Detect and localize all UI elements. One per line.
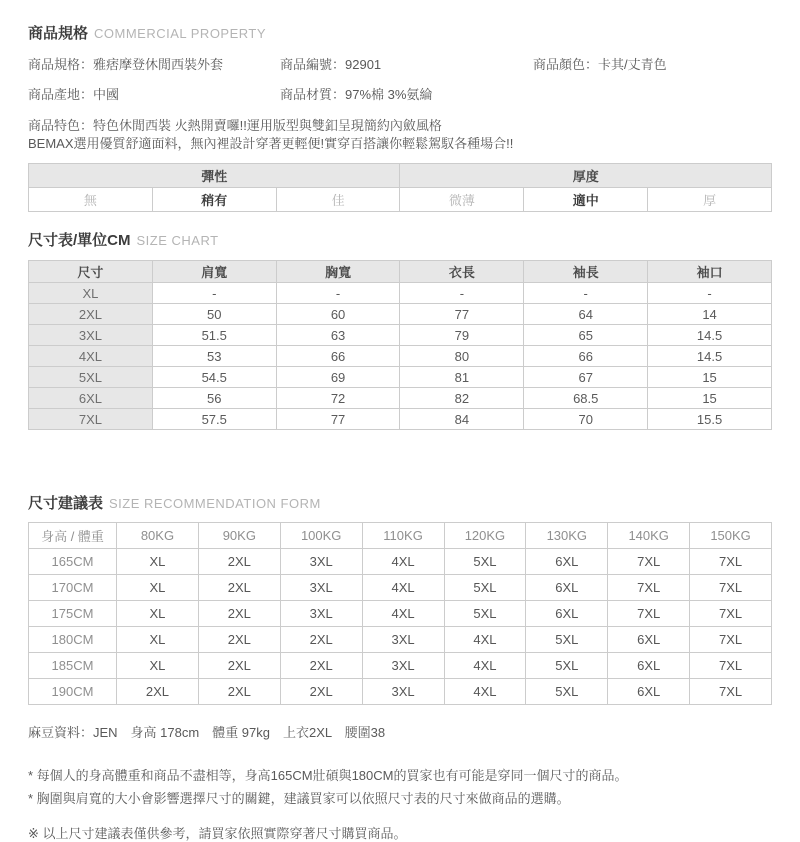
data-cell: 72 xyxy=(276,388,400,409)
data-cell: 4XL xyxy=(444,653,526,679)
elasticity-header: 彈性 xyxy=(29,164,400,188)
data-cell: 2XL xyxy=(198,653,280,679)
data-cell: 14.5 xyxy=(648,346,772,367)
data-cell: - xyxy=(648,283,772,304)
data-cell: 80 xyxy=(400,346,524,367)
data-cell: XL xyxy=(117,549,199,575)
data-cell: 4XL xyxy=(362,575,444,601)
field-value: 中國 xyxy=(93,87,120,102)
size-recommendation-header-cell: 100KG xyxy=(280,523,362,549)
data-cell: 3XL xyxy=(280,601,362,627)
data-cell: 77 xyxy=(400,304,524,325)
data-cell: - xyxy=(400,283,524,304)
data-cell: 15 xyxy=(648,367,772,388)
data-cell: - xyxy=(524,283,648,304)
row-label-cell: 7XL xyxy=(29,409,153,430)
sizing-note-2: * 胸圍與肩寬的大小會影響選擇尺寸的關鍵，建議買家可以依照尺寸表的尺寸來做商品的選購。 xyxy=(28,791,570,806)
attributes-value-row xyxy=(29,188,772,212)
data-cell: 3XL xyxy=(362,653,444,679)
data-cell: 51.5 xyxy=(152,325,276,346)
field-label: 商品規格： xyxy=(28,57,94,72)
sizing-notes xyxy=(28,764,772,810)
size-chart-header-row xyxy=(29,261,772,283)
field-label: 商品顏色： xyxy=(533,57,599,72)
size-recommendation-header-cell: 110KG xyxy=(362,523,444,549)
table-row xyxy=(29,653,772,679)
data-cell: 5XL xyxy=(444,601,526,627)
data-cell: 7XL xyxy=(608,575,690,601)
size-recommendation-body xyxy=(29,549,772,705)
row-label-cell: 165CM xyxy=(29,549,117,575)
size-chart-header-cell: 衣長 xyxy=(400,261,524,283)
size-recommendation-header-row xyxy=(29,523,772,549)
data-cell: 60 xyxy=(276,304,400,325)
size-disclaimer: ※ 以上尺寸建議表僅供參考，請買家依照實際穿著尺寸購買商品。 xyxy=(28,826,407,841)
data-cell: 5XL xyxy=(444,549,526,575)
sizing-note-1: * 每個人的身高體重和商品不盡相等，身高165CM壯碩與180CM的買家也有可能是穿同一個尺寸的商品。 xyxy=(28,768,628,783)
data-cell: 7XL xyxy=(690,575,772,601)
data-cell: 3XL xyxy=(362,627,444,653)
data-cell: 7XL xyxy=(690,549,772,575)
data-cell: XL xyxy=(117,627,199,653)
data-cell: 15 xyxy=(648,388,772,409)
data-cell: 4XL xyxy=(444,627,526,653)
data-cell: 2XL xyxy=(198,549,280,575)
data-cell: 3XL xyxy=(280,575,362,601)
data-cell: 2XL xyxy=(198,627,280,653)
table-row xyxy=(29,679,772,705)
data-cell: 81 xyxy=(400,367,524,388)
data-cell: XL xyxy=(117,575,199,601)
size-recommendation-header-cell: 130KG xyxy=(526,523,608,549)
thickness-option: 微薄 xyxy=(400,188,524,212)
size-recommendation-heading xyxy=(28,492,772,513)
data-cell: 82 xyxy=(400,388,524,409)
table-row xyxy=(29,367,772,388)
data-cell: 67 xyxy=(524,367,648,388)
size-recommendation-header-cell: 身高 / 體重 xyxy=(29,523,117,549)
property-title: 商品規格 xyxy=(28,25,89,42)
row-label-cell: 170CM xyxy=(29,575,117,601)
data-cell: 68.5 xyxy=(524,388,648,409)
attributes-header-row xyxy=(29,164,772,188)
property-section-heading xyxy=(28,22,772,43)
data-cell: 57.5 xyxy=(152,409,276,430)
data-cell: 6XL xyxy=(608,679,690,705)
field-value: 雅痞摩登休閒西裝外套 xyxy=(93,57,224,72)
row-label-cell: XL xyxy=(29,283,153,304)
data-cell: 5XL xyxy=(526,679,608,705)
data-cell: 6XL xyxy=(526,549,608,575)
attributes-table xyxy=(28,163,772,212)
size-recommendation-subtitle: SIZE RECOMMENDATION FORM xyxy=(109,496,321,511)
field-label: 商品產地： xyxy=(28,87,94,102)
product-name-field xyxy=(28,54,280,73)
data-cell: 2XL xyxy=(280,679,362,705)
data-cell: 4XL xyxy=(444,679,526,705)
data-cell: 3XL xyxy=(280,549,362,575)
size-recommendation-header-cell: 80KG xyxy=(117,523,199,549)
data-cell: 70 xyxy=(524,409,648,430)
size-chart-header-cell: 胸寬 xyxy=(276,261,400,283)
data-cell: 6XL xyxy=(608,627,690,653)
row-label-cell: 180CM xyxy=(29,627,117,653)
elasticity-option: 無 xyxy=(29,188,153,212)
data-cell: 77 xyxy=(276,409,400,430)
data-cell: 2XL xyxy=(280,653,362,679)
table-row xyxy=(29,575,772,601)
data-cell: 7XL xyxy=(608,549,690,575)
row-label-cell: 190CM xyxy=(29,679,117,705)
data-cell: 5XL xyxy=(526,653,608,679)
size-chart-subtitle: SIZE CHART xyxy=(136,233,219,248)
row-label-cell: 3XL xyxy=(29,325,153,346)
product-info-grid xyxy=(28,54,772,103)
table-row xyxy=(29,549,772,575)
size-chart-heading xyxy=(28,229,772,250)
data-cell: 66 xyxy=(276,346,400,367)
data-cell: - xyxy=(152,283,276,304)
thickness-option: 厚 xyxy=(648,188,772,212)
field-value: 卡其/丈青色 xyxy=(598,57,667,72)
data-cell: 65 xyxy=(524,325,648,346)
size-recommendation-table xyxy=(28,522,772,705)
data-cell: 7XL xyxy=(690,653,772,679)
data-cell: 6XL xyxy=(526,575,608,601)
data-cell: 4XL xyxy=(362,601,444,627)
data-cell: XL xyxy=(117,601,199,627)
row-label-cell: 4XL xyxy=(29,346,153,367)
field-value: 97%棉 3%氨綸 xyxy=(345,87,433,102)
data-cell: 2XL xyxy=(198,601,280,627)
size-recommendation-header-cell: 150KG xyxy=(690,523,772,549)
size-chart-header-cell: 袖口 xyxy=(648,261,772,283)
product-material-field xyxy=(280,84,533,103)
data-cell: 7XL xyxy=(690,679,772,705)
row-label-cell: 175CM xyxy=(29,601,117,627)
feature-line-1: 商品特色：特色休閒西裝 火熱開賣囉!!運用版型與雙釦呈現簡約內斂風格 xyxy=(28,118,442,133)
product-feature-text xyxy=(28,117,772,153)
size-chart-header-cell: 袖長 xyxy=(524,261,648,283)
size-chart-body xyxy=(29,283,772,430)
data-cell: 53 xyxy=(152,346,276,367)
table-row xyxy=(29,627,772,653)
size-recommendation-header-cell: 140KG xyxy=(608,523,690,549)
data-cell: 2XL xyxy=(280,627,362,653)
data-cell: 50 xyxy=(152,304,276,325)
model-info: 麻豆資料：JEN 身高 178cm 體重 97kg 上衣2XL 腰圍38 xyxy=(28,725,386,740)
data-cell: 4XL xyxy=(362,549,444,575)
data-cell: 7XL xyxy=(690,601,772,627)
size-recommendation-header-cell: 90KG xyxy=(198,523,280,549)
data-cell: 5XL xyxy=(526,627,608,653)
size-chart-title: 尺寸表/單位CM xyxy=(28,232,131,249)
field-value: 92901 xyxy=(345,57,382,72)
data-cell: 14.5 xyxy=(648,325,772,346)
data-cell: 7XL xyxy=(690,627,772,653)
data-cell: 56 xyxy=(152,388,276,409)
data-cell: XL xyxy=(117,653,199,679)
data-cell: 2XL xyxy=(198,679,280,705)
field-label: 商品材質： xyxy=(280,87,346,102)
product-origin-field xyxy=(28,84,280,103)
feature-line-2: BEMAX選用優質舒適面料，無內裡設計穿著更輕便!實穿百搭讓你輕鬆駕馭各種場合!! xyxy=(28,136,514,151)
data-cell: 15.5 xyxy=(648,409,772,430)
data-cell: 6XL xyxy=(526,601,608,627)
table-row xyxy=(29,601,772,627)
table-row xyxy=(29,283,772,304)
product-number-field xyxy=(280,54,533,73)
data-cell: 5XL xyxy=(444,575,526,601)
field-label: 商品編號： xyxy=(280,57,346,72)
data-cell: 66 xyxy=(524,346,648,367)
size-recommendation-header-cell: 120KG xyxy=(444,523,526,549)
data-cell: - xyxy=(276,283,400,304)
property-subtitle: COMMERCIAL PROPERTY xyxy=(94,26,267,41)
data-cell: 3XL xyxy=(362,679,444,705)
data-cell: 54.5 xyxy=(152,367,276,388)
size-chart-table xyxy=(28,260,772,430)
row-label-cell: 2XL xyxy=(29,304,153,325)
data-cell: 63 xyxy=(276,325,400,346)
data-cell: 7XL xyxy=(608,601,690,627)
table-row xyxy=(29,346,772,367)
data-cell: 84 xyxy=(400,409,524,430)
table-row xyxy=(29,409,772,430)
data-cell: 14 xyxy=(648,304,772,325)
size-recommendation-title: 尺寸建議表 xyxy=(28,495,104,512)
row-label-cell: 6XL xyxy=(29,388,153,409)
thickness-option-selected: 適中 xyxy=(524,188,648,212)
data-cell: 6XL xyxy=(608,653,690,679)
product-color-field xyxy=(533,54,772,73)
data-cell: 2XL xyxy=(117,679,199,705)
size-chart-header-cell: 尺寸 xyxy=(29,261,153,283)
data-cell: 69 xyxy=(276,367,400,388)
data-cell: 79 xyxy=(400,325,524,346)
table-row xyxy=(29,304,772,325)
table-row xyxy=(29,388,772,409)
size-chart-header-cell: 肩寬 xyxy=(152,261,276,283)
data-cell: 64 xyxy=(524,304,648,325)
thickness-header: 厚度 xyxy=(400,164,772,188)
elasticity-option-selected: 稍有 xyxy=(152,188,276,212)
elasticity-option: 佳 xyxy=(276,188,400,212)
data-cell: 2XL xyxy=(198,575,280,601)
table-row xyxy=(29,325,772,346)
row-label-cell: 5XL xyxy=(29,367,153,388)
row-label-cell: 185CM xyxy=(29,653,117,679)
